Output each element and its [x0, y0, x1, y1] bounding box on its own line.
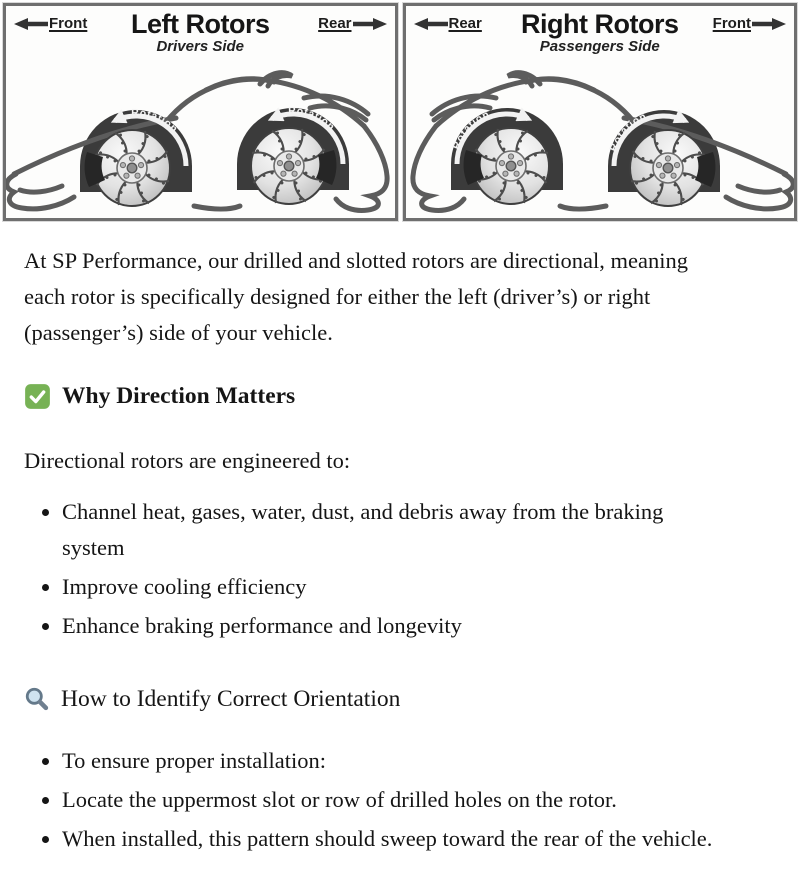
rear-direction-label [414, 15, 482, 32]
arrow-right-icon [353, 18, 387, 30]
list-item: • When installed, this pattern should sweep toward the rear of the vehicle. [62, 821, 724, 857]
magnifying-glass-icon [24, 686, 50, 712]
section-heading-why-direction-matters [24, 378, 770, 416]
rotation-label: Rotation [449, 108, 492, 152]
right-rotors-panel [403, 3, 798, 221]
left-rotors-panel [3, 3, 398, 221]
arrow-right-icon [752, 18, 786, 30]
list-item: • Locate the uppermost slot or row of drilled holes on the rotor. [62, 782, 724, 818]
rear-label-text: Rear [318, 15, 352, 32]
right-panel-header [406, 6, 795, 58]
list-item: • Channel heat, gases, water, dust, and debris away from the braking system [62, 494, 724, 566]
list-item: • Improve cooling efficiency [62, 569, 724, 605]
section-heading-how-to-identify [24, 681, 770, 719]
panel-subtitle: Drivers Side [156, 38, 245, 56]
rotation-label: Rotation [606, 110, 649, 154]
rear-direction-label [318, 15, 386, 32]
list-item: • Enhance braking performance and longevity [62, 608, 724, 644]
front-label-text: Front [712, 15, 751, 32]
list-item: • To ensure proper installation: [62, 743, 724, 779]
arrow-left-icon [14, 18, 48, 30]
rotation-label: Rotation [288, 104, 338, 134]
rotor-direction-diagram [0, 0, 800, 221]
section-heading-text: How to Identify Correct Orientation [61, 685, 401, 712]
rotation-label: Rotation [131, 106, 181, 136]
front-direction-label [14, 15, 87, 32]
left-panel-header [6, 6, 395, 58]
panel-title: Left Rotors [131, 9, 270, 39]
front-direction-label [713, 15, 786, 32]
orientation-list [24, 743, 770, 857]
rear-label-text: Rear [448, 15, 482, 32]
right-car-illustration [406, 58, 794, 218]
panel-title: Right Rotors [521, 9, 679, 39]
section-heading-text: Why Direction Matters [62, 383, 296, 409]
article [0, 221, 800, 890]
left-car-illustration [6, 58, 394, 218]
intro-paragraph: At SP Performance, our drilled and slotted rotors are directional, meaning each rotor is specifically designed for either the left (driver’s) or right (passenger’s) side of your vehicle. [24, 248, 688, 345]
lead-text: Directional rotors are engineered to: [24, 447, 351, 473]
panel-subtitle: Passengers Side [539, 38, 660, 56]
benefits-list [24, 494, 770, 644]
check-mark-icon [24, 383, 51, 410]
arrow-left-icon [414, 18, 448, 30]
front-label-text: Front [49, 15, 88, 32]
